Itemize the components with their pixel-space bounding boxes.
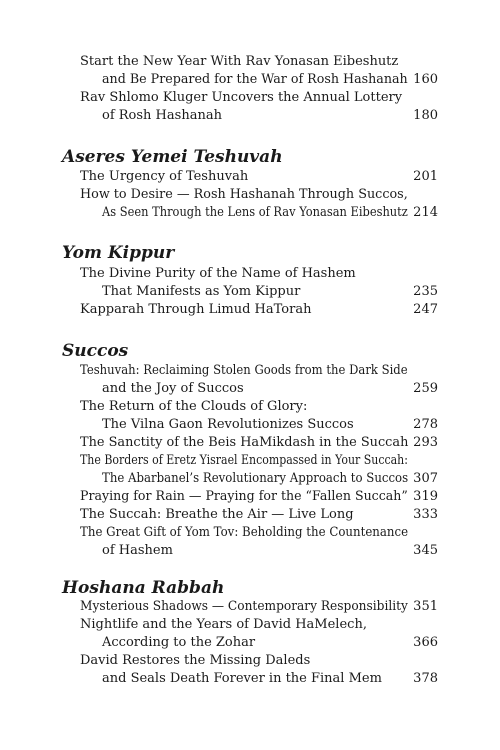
toc-page-number: 259	[413, 381, 438, 396]
toc-page-number: 278	[413, 417, 438, 432]
toc-entry-line: Teshuvah: Reclaiming Stolen Goods from the Dark Side	[80, 363, 408, 378]
toc-page-number: 235	[413, 284, 438, 299]
toc-entry-line: The Vilna Gaon Revolutionizes Succos	[102, 417, 354, 432]
toc-page-number: 307	[413, 471, 438, 486]
toc-page-number: 366	[413, 635, 438, 650]
toc-entry-line: The Divine Purity of the Name of Hashem	[80, 266, 356, 281]
toc-entry-line: The Borders of Eretz Yisrael Encompassed in Your Succah:	[80, 453, 408, 468]
section-title: Hoshana Rabbah	[62, 578, 225, 598]
toc-page-number: 201	[413, 169, 438, 184]
toc-entry-line: The Succah: Breathe the Air — Live Long	[80, 507, 354, 522]
toc-entry-line: David Restores the Missing Daleds	[80, 653, 311, 668]
toc-page-number: 333	[413, 507, 438, 522]
toc-page-number: 247	[413, 302, 438, 317]
toc-page-number: 319	[413, 489, 438, 504]
toc-entry-line: and the Joy of Succos	[102, 381, 244, 396]
section-title: Aseres Yemei Teshuvah	[62, 147, 283, 167]
toc-entry-line: Nightlife and the Years of David HaMelech,	[80, 617, 367, 632]
toc-entry-line: The Abarbanel’s Revolutionary Approach to Succos	[102, 471, 409, 486]
toc-entry-line: and Be Prepared for the War of Rosh Hashanah	[102, 72, 408, 87]
section-title: Succos	[62, 341, 129, 361]
toc-entry-line: The Sanctity of the Beis HaMikdash in the Succah	[80, 435, 409, 450]
toc-entry-line: The Great Gift of Yom Tov: Beholding the Countenance	[80, 525, 409, 540]
toc-page-number: 214	[413, 205, 438, 220]
toc-entry-line: Rav Shlomo Kluger Uncovers the Annual Lottery	[80, 90, 403, 105]
toc-page-number: 378	[413, 671, 438, 686]
toc-entry-line: The Urgency of Teshuvah	[80, 169, 249, 184]
toc-entry-line: and Seals Death Forever in the Final Mem	[102, 671, 382, 686]
toc-entry-line: Praying for Rain — Praying for the “Fallen Succah”	[80, 489, 408, 504]
toc-entry-line: According to the Zohar	[102, 635, 256, 650]
toc-entry-line: Kapparah Through Limud HaTorah	[80, 302, 312, 317]
toc-page-number: 345	[413, 543, 438, 558]
toc-entry-line: Mysterious Shadows — Contemporary Responsibility	[80, 599, 408, 614]
toc-entry-line: How to Desire — Rosh Hashanah Through Succos,	[80, 187, 408, 202]
toc-page-number: 160	[413, 72, 438, 87]
toc-entry-line: Start the New Year With Rav Yonasan Eibeshutz	[80, 54, 399, 69]
toc-entry-line: The Return of the Clouds of Glory:	[80, 399, 308, 414]
toc-page-number: 180	[413, 108, 438, 123]
toc-page-number: 293	[413, 435, 438, 450]
toc-entry-line: That Manifests as Yom Kippur	[102, 284, 301, 299]
toc-entry-line: of Hashem	[102, 543, 173, 558]
section-title: Yom Kippur	[62, 243, 175, 263]
toc-entry-line: As Seen Through the Lens of Rav Yonasan Eibeshutz	[102, 205, 408, 220]
toc-entry-line: of Rosh Hashanah	[102, 108, 222, 123]
toc-page-number: 351	[413, 599, 438, 614]
